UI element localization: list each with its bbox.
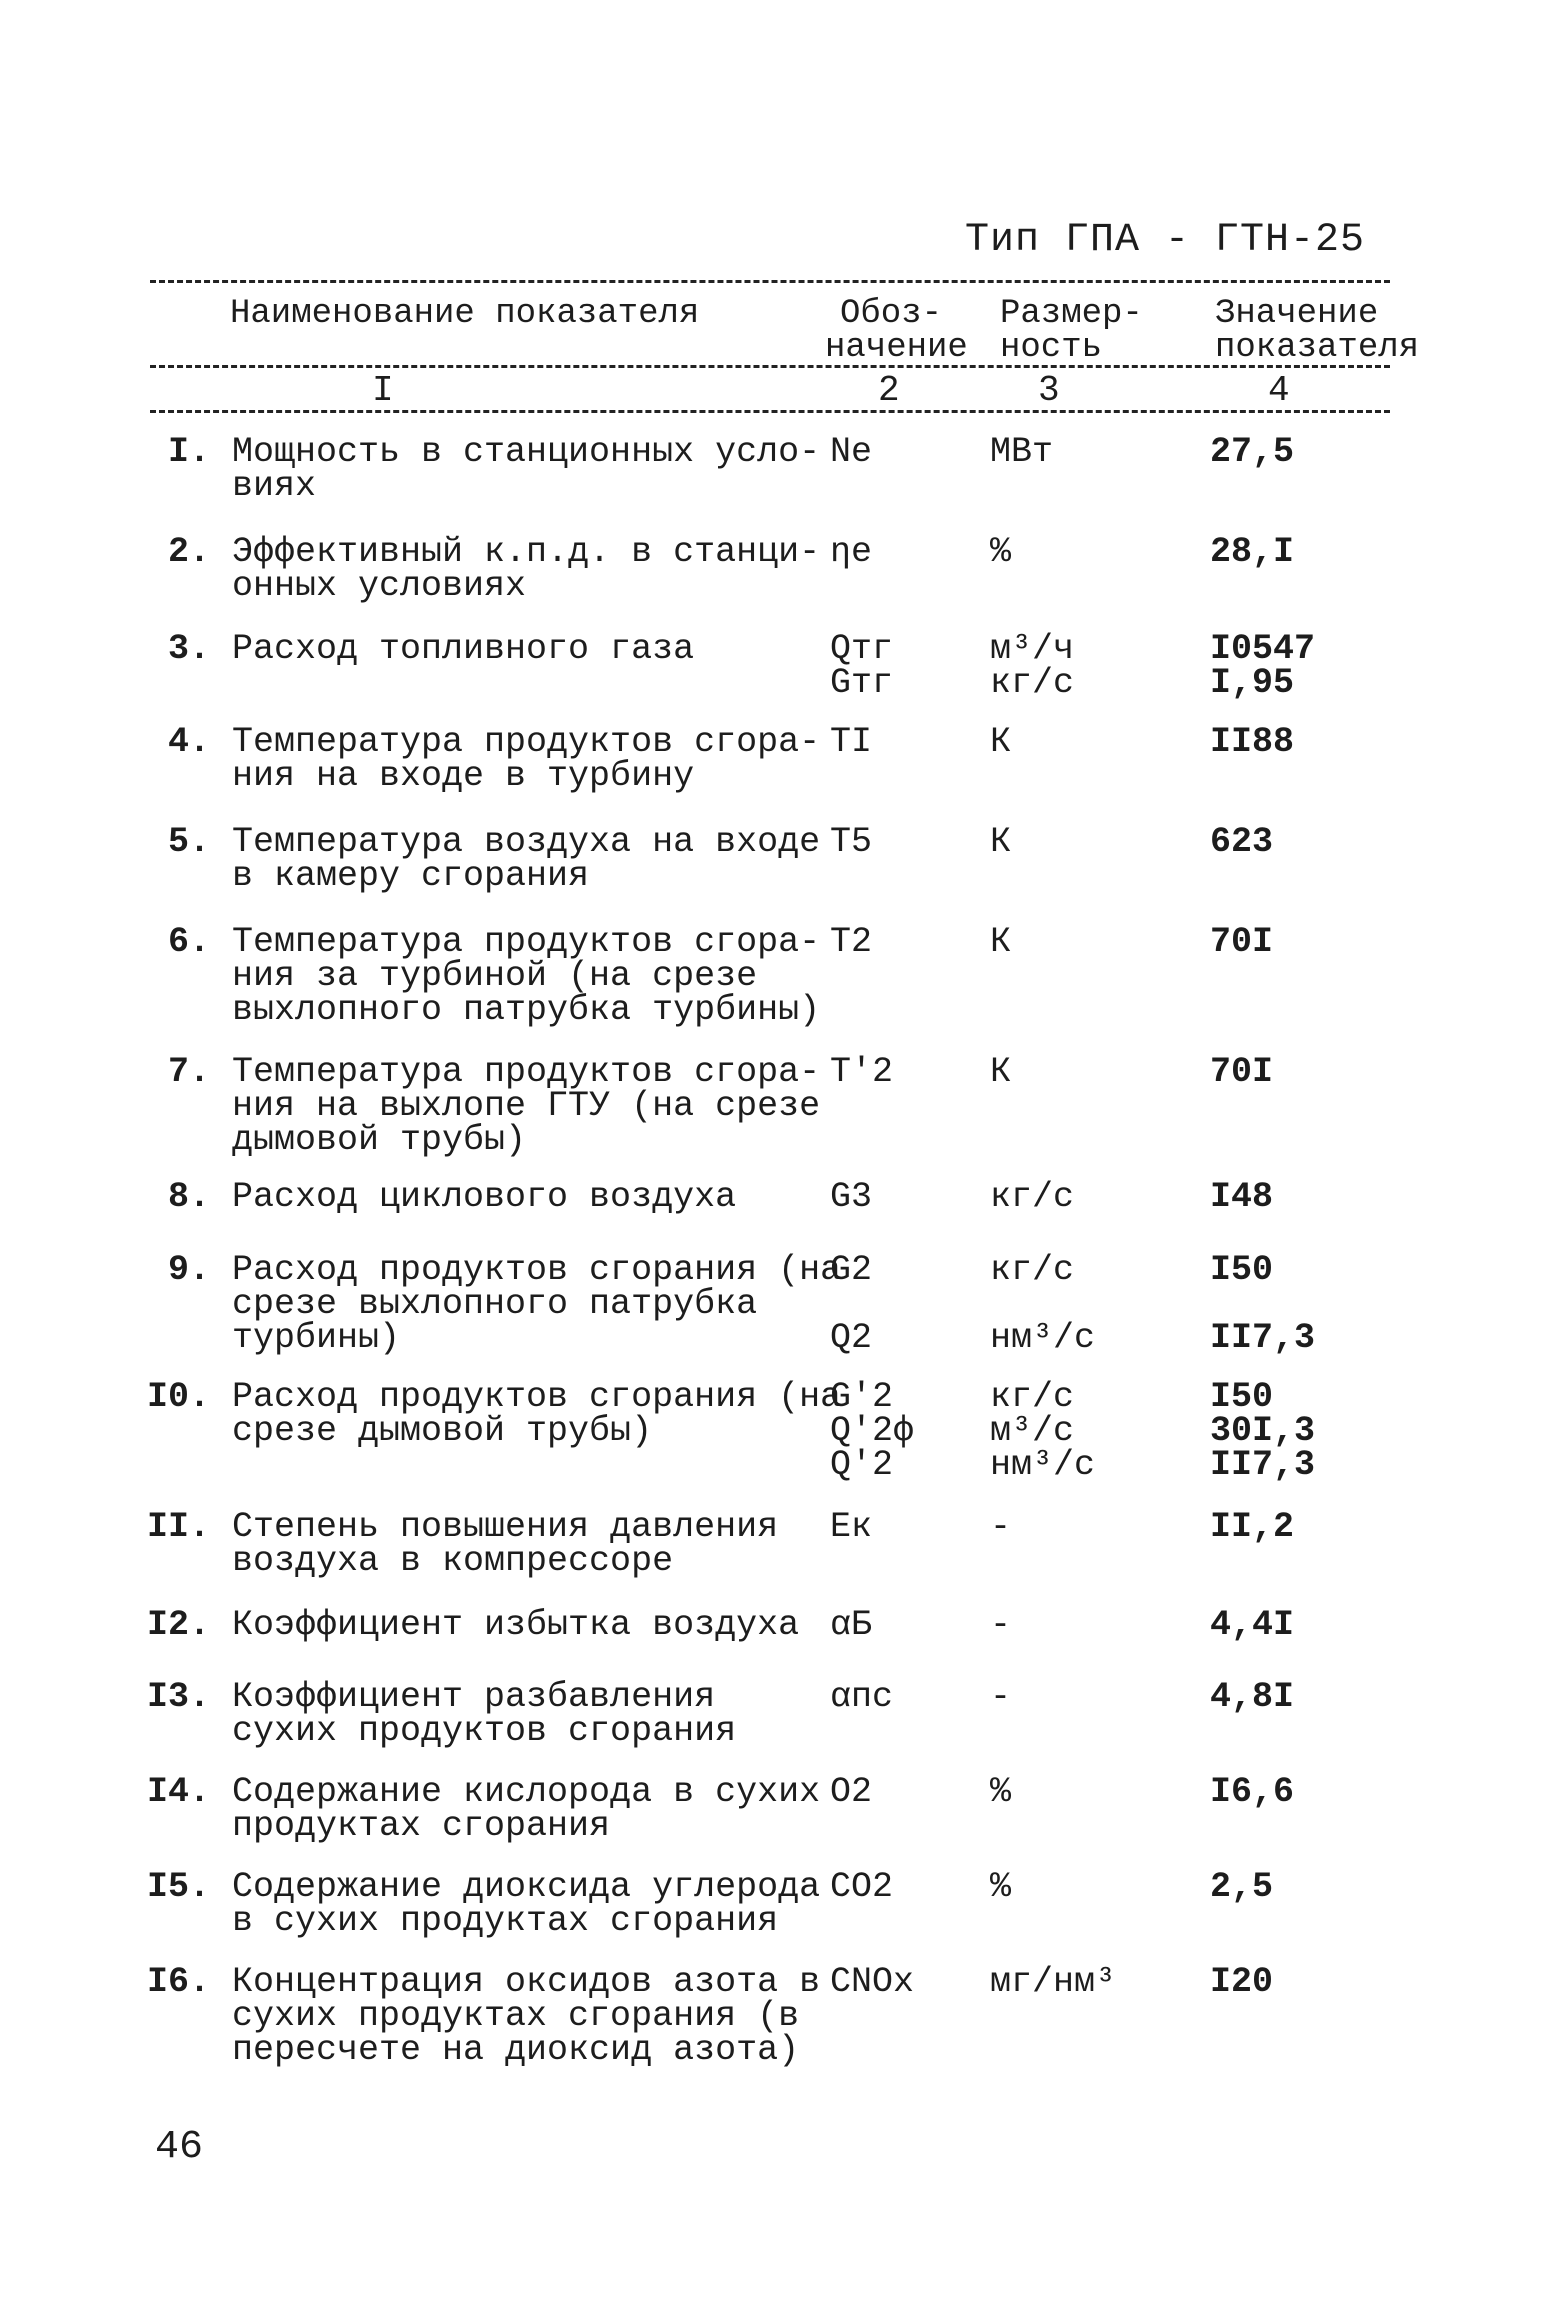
indicator-name-line: пересчете на диоксид азота) xyxy=(232,2030,800,2070)
value-cell xyxy=(1210,922,1410,962)
value-cell xyxy=(1210,722,1410,762)
indicator-name-line: Эффективный к.п.д. в станци- xyxy=(232,532,821,572)
row-number: I4. xyxy=(146,1772,210,1812)
value-line: I50 xyxy=(1210,1377,1274,1417)
symbol-line: Q'2 xyxy=(830,1445,894,1485)
value-cell xyxy=(1210,1177,1410,1217)
header-value-2: показателя xyxy=(1215,329,1420,367)
indicator-name-line: Содержание кислорода в сухих xyxy=(232,1772,821,1812)
value-cell xyxy=(1210,1377,1410,1485)
symbol-line: Q'2ф xyxy=(830,1411,915,1451)
table-type-label: Тип ГПА - ГТН-25 xyxy=(965,218,1366,263)
value-line: II7,3 xyxy=(1210,1318,1316,1358)
symbol-cell xyxy=(830,1250,980,1358)
row-number: I. xyxy=(167,432,210,472)
indicator-name-line: виях xyxy=(232,466,317,506)
symbol-cell xyxy=(830,722,980,762)
value-line: 28,I xyxy=(1210,532,1295,572)
indicator-name-cell xyxy=(232,432,821,506)
value-cell xyxy=(1210,1867,1410,1907)
unit-cell xyxy=(990,1867,1190,1907)
indicator-name-line: в камеру сгорания xyxy=(232,856,590,896)
header-unit-2: ность xyxy=(1000,329,1103,367)
row-number: 3. xyxy=(167,629,210,669)
symbol-line: Eк xyxy=(830,1507,873,1547)
value-cell xyxy=(1210,1052,1410,1092)
value-line: 27,5 xyxy=(1210,432,1295,472)
symbol-line: G'2 xyxy=(830,1377,894,1417)
unit-line: К xyxy=(990,822,1012,862)
indicator-name-line: ния за турбиной (на срезе xyxy=(232,956,758,996)
indicator-name-line: в сухих продуктах сгорания xyxy=(232,1901,779,1941)
value-cell xyxy=(1210,1250,1410,1358)
indicator-name-cell xyxy=(232,722,821,796)
indicator-name-line: Расход топливного газа xyxy=(232,629,695,669)
unit-cell xyxy=(990,1250,1190,1358)
indicator-name-line: сухих продуктов сгорания xyxy=(232,1711,737,1751)
row-number: 7. xyxy=(167,1052,210,1092)
indicator-name-line: ния на выхлопе ГТУ (на срезе xyxy=(232,1086,821,1126)
symbol-line: Q2 xyxy=(830,1318,873,1358)
unit-line: МВт xyxy=(990,432,1054,472)
indicator-name-line: Температура продуктов сгора- xyxy=(232,1052,821,1092)
symbol-cell xyxy=(830,822,980,862)
value-line: I20 xyxy=(1210,1962,1274,2002)
symbol-cell xyxy=(830,1507,980,1547)
unit-line: кг/с xyxy=(990,663,1075,703)
indicator-name-line: Степень повышения давления xyxy=(232,1507,779,1547)
indicator-name-cell xyxy=(232,1962,821,2070)
value-line: I,95 xyxy=(1210,663,1295,703)
symbol-cell xyxy=(830,1677,980,1717)
unit-cell xyxy=(990,1507,1190,1547)
symbol-cell xyxy=(830,532,980,572)
indicator-name-line: Температура продуктов сгора- xyxy=(232,922,821,962)
column-number-4: 4 xyxy=(1268,370,1290,411)
symbol-line: ηe xyxy=(830,532,873,572)
symbol-cell xyxy=(830,629,980,703)
indicator-name-line: онных условиях xyxy=(232,566,527,606)
symbol-cell xyxy=(830,1772,980,1812)
row-number: 4. xyxy=(167,722,210,762)
indicator-name-cell xyxy=(232,532,821,606)
indicator-name-line: Коэффициент разбавления xyxy=(232,1677,716,1717)
value-cell xyxy=(1210,432,1410,472)
value-cell xyxy=(1210,1605,1410,1645)
indicator-name-line: Мощность в станционных усло- xyxy=(232,432,821,472)
unit-cell xyxy=(990,1605,1190,1645)
unit-line: нм³/с xyxy=(990,1318,1096,1358)
indicator-name-cell xyxy=(232,1177,812,1217)
indicator-name-line: Расход продуктов сгорания (на xyxy=(232,1377,842,1417)
unit-cell xyxy=(990,1052,1190,1092)
value-line: 4,8I xyxy=(1210,1677,1295,1717)
indicator-name-cell xyxy=(232,1605,812,1645)
row-number: I0. xyxy=(146,1377,210,1417)
unit-cell xyxy=(990,1772,1190,1812)
indicator-name-line: срезе выхлопного патрубка xyxy=(232,1284,758,1324)
unit-line: м³/ч xyxy=(990,629,1075,669)
header-symbol-2: начение xyxy=(825,329,968,367)
value-line: 2,5 xyxy=(1210,1867,1274,1907)
unit-cell xyxy=(990,532,1190,572)
value-line: 70I xyxy=(1210,1052,1274,1092)
unit-line: К xyxy=(990,722,1012,762)
symbol-line: T2 xyxy=(830,922,873,962)
unit-cell xyxy=(990,1962,1190,2002)
value-line: II88 xyxy=(1210,722,1295,762)
value-line: 70I xyxy=(1210,922,1274,962)
row-number: 5. xyxy=(167,822,210,862)
rule-bottom xyxy=(150,410,1390,413)
value-cell xyxy=(1210,629,1410,703)
indicator-name-cell xyxy=(232,1377,842,1451)
row-number: II. xyxy=(146,1507,210,1547)
indicator-name-cell xyxy=(232,1867,821,1941)
rule-top xyxy=(150,280,1390,283)
symbol-line: Gтг xyxy=(830,663,894,703)
unit-line: кг/с xyxy=(990,1250,1075,1290)
indicator-name-line: Концентрация оксидов азота в xyxy=(232,1962,821,2002)
column-number-2: 2 xyxy=(878,370,900,411)
unit-line: % xyxy=(990,1867,1012,1907)
unit-line: м³/с xyxy=(990,1411,1075,1451)
indicator-name-cell xyxy=(232,1250,842,1358)
row-number: I5. xyxy=(146,1867,210,1907)
unit-line: - xyxy=(990,1677,1012,1717)
unit-line: - xyxy=(990,1507,1012,1547)
indicator-name-line: Температура воздуха на входе xyxy=(232,822,821,862)
unit-cell xyxy=(990,629,1190,703)
symbol-cell xyxy=(830,1177,980,1217)
indicator-name-line: Расход продуктов сгорания (на xyxy=(232,1250,842,1290)
value-cell xyxy=(1210,822,1410,862)
symbol-cell xyxy=(830,1052,980,1092)
unit-line: К xyxy=(990,922,1012,962)
indicator-name-cell xyxy=(232,822,821,896)
symbol-line: G3 xyxy=(830,1177,873,1217)
indicator-name-line: выхлопного патрубка турбины) xyxy=(232,990,821,1030)
row-number: 9. xyxy=(167,1250,210,1290)
indicator-name-line: Коэффициент избытка воздуха xyxy=(232,1605,800,1645)
unit-line xyxy=(990,1287,1190,1321)
value-line: 30I,3 xyxy=(1210,1411,1316,1451)
unit-cell xyxy=(990,1677,1190,1717)
value-line: II,2 xyxy=(1210,1507,1295,1547)
header-unit-1: Размер- xyxy=(1000,295,1143,333)
symbol-line: αпс xyxy=(830,1677,894,1717)
row-number: 2. xyxy=(167,532,210,572)
indicator-name-cell xyxy=(232,922,821,1030)
value-line xyxy=(1210,1287,1410,1321)
indicator-name-line: Содержание диоксида углерода xyxy=(232,1867,821,1907)
unit-cell xyxy=(990,1377,1190,1485)
page-number: 46 xyxy=(155,2125,204,2170)
symbol-line xyxy=(830,1287,980,1321)
symbol-cell xyxy=(830,1377,980,1485)
symbol-cell xyxy=(830,1962,980,2002)
value-line: I0547 xyxy=(1210,629,1316,669)
unit-line: - xyxy=(990,1605,1012,1645)
unit-line: нм³/с xyxy=(990,1445,1096,1485)
symbol-line: O2 xyxy=(830,1772,873,1812)
indicator-name-cell xyxy=(232,1052,821,1160)
value-line: II7,3 xyxy=(1210,1445,1316,1485)
header-value-1: Значение xyxy=(1215,295,1379,333)
symbol-line: CNOx xyxy=(830,1962,915,2002)
symbol-cell xyxy=(830,922,980,962)
indicator-name-line: Температура продуктов сгора- xyxy=(232,722,821,762)
unit-line: кг/с xyxy=(990,1177,1075,1217)
value-line: 623 xyxy=(1210,822,1274,862)
indicator-name-line: воздуха в компрессоре xyxy=(232,1541,674,1581)
symbol-line: CO2 xyxy=(830,1867,894,1907)
row-number: 8. xyxy=(167,1177,210,1217)
row-number: 6. xyxy=(167,922,210,962)
header-symbol-1: Обоз- xyxy=(840,295,943,333)
indicator-name-cell xyxy=(232,1507,812,1581)
column-number-1: I xyxy=(372,370,394,411)
symbol-line: αБ xyxy=(830,1605,873,1645)
value-cell xyxy=(1210,1962,1410,2002)
unit-cell xyxy=(990,432,1190,472)
value-cell xyxy=(1210,1677,1410,1717)
symbol-line: Qтг xyxy=(830,629,894,669)
symbol-line: Ne xyxy=(830,432,873,472)
indicator-name-line: продуктах сгорания xyxy=(232,1806,611,1846)
unit-line: мг/нм³ xyxy=(990,1962,1117,2002)
indicator-name-cell xyxy=(232,1772,821,1846)
symbol-line: TI xyxy=(830,722,873,762)
unit-line: % xyxy=(990,1772,1012,1812)
symbol-cell xyxy=(830,1867,980,1907)
value-cell xyxy=(1210,1507,1410,1547)
row-number: I2. xyxy=(146,1605,210,1645)
unit-line: кг/с xyxy=(990,1377,1075,1417)
unit-cell xyxy=(990,722,1190,762)
value-line: I48 xyxy=(1210,1177,1274,1217)
column-number-3: 3 xyxy=(1038,370,1060,411)
value-cell xyxy=(1210,1772,1410,1812)
unit-line: К xyxy=(990,1052,1012,1092)
row-number: I6. xyxy=(146,1962,210,2002)
value-cell xyxy=(1210,532,1410,572)
row-number: I3. xyxy=(146,1677,210,1717)
value-line: 4,4I xyxy=(1210,1605,1295,1645)
symbol-line: G2 xyxy=(830,1250,873,1290)
indicator-name-line: дымовой трубы) xyxy=(232,1120,527,1160)
symbol-line: T5 xyxy=(830,822,873,862)
indicator-name-line: сухих продуктах сгорания (в xyxy=(232,1996,800,2036)
symbol-cell xyxy=(830,432,980,472)
value-line: I50 xyxy=(1210,1250,1274,1290)
indicator-name-line: ния на входе в турбину xyxy=(232,756,695,796)
value-line: I6,6 xyxy=(1210,1772,1295,1812)
unit-cell xyxy=(990,822,1190,862)
indicator-name-cell xyxy=(232,629,812,669)
unit-cell xyxy=(990,922,1190,962)
symbol-cell xyxy=(830,1605,980,1645)
indicator-name-line: Расход циклового воздуха xyxy=(232,1177,737,1217)
symbol-line: T'2 xyxy=(830,1052,894,1092)
unit-line: % xyxy=(990,532,1012,572)
header-name: Наименование показателя xyxy=(230,295,700,333)
indicator-name-cell xyxy=(232,1677,812,1751)
indicator-name-line: срезе дымовой трубы) xyxy=(232,1411,653,1451)
unit-cell xyxy=(990,1177,1190,1217)
rule-mid xyxy=(150,365,1390,368)
indicator-name-line: турбины) xyxy=(232,1318,401,1358)
